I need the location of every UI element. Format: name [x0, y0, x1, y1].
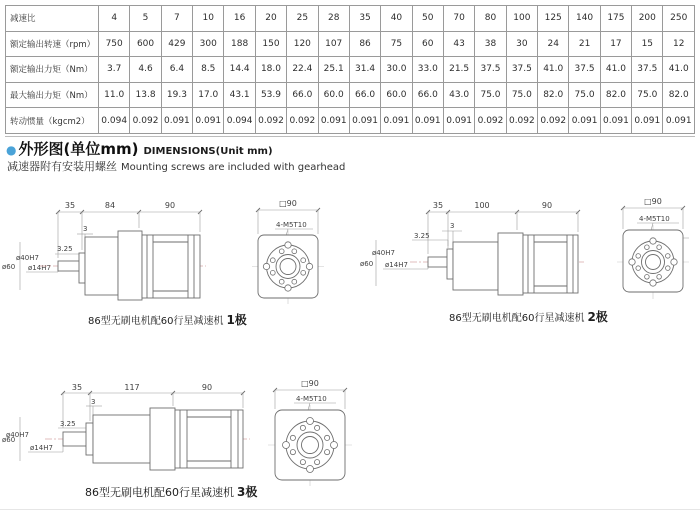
screws-label: 4-M5T10	[276, 221, 307, 229]
value-cell: 0.091	[318, 108, 349, 134]
dia-label: ø40H7	[16, 254, 39, 262]
dim-label: 3.25	[57, 245, 73, 253]
value-cell: 100	[506, 6, 537, 32]
dim-label: 117	[124, 383, 140, 392]
value-cell: 3.7	[99, 57, 130, 83]
value-cell: 22.4	[287, 57, 318, 83]
value-cell: 750	[99, 31, 130, 57]
dia-label: ø60	[360, 260, 374, 268]
value-cell: 17.0	[193, 82, 224, 108]
value-cell: 60.0	[381, 82, 412, 108]
value-cell: 37.5	[632, 57, 663, 83]
caption-stage: 1极	[226, 313, 247, 327]
value-cell: 8.5	[193, 57, 224, 83]
value-cell: 30.0	[381, 57, 412, 83]
flange-face	[617, 225, 689, 299]
row-label: 额定输出转速（rpm）	[6, 31, 99, 57]
flange-face	[268, 405, 352, 486]
row-label: 最大输出力矩（Nm）	[6, 82, 99, 108]
value-cell: 19.3	[161, 82, 192, 108]
value-cell: 0.091	[569, 108, 600, 134]
value-cell: 0.091	[349, 108, 380, 134]
value-cell: 429	[161, 31, 192, 57]
value-cell: 4	[99, 6, 130, 32]
value-cell: 21.5	[443, 57, 474, 83]
section-note-en: Mounting screws are included with gearhead	[121, 162, 346, 173]
value-cell: 28	[318, 6, 349, 32]
value-cell: 75.0	[475, 82, 506, 108]
dia-label: ø60	[2, 436, 16, 444]
value-cell: 125	[538, 6, 569, 32]
value-cell: 30	[506, 31, 537, 57]
value-cell: 0.094	[99, 108, 130, 134]
caption-stage: 3极	[237, 485, 258, 499]
front-view-3-drawing	[268, 376, 393, 508]
value-cell: 75.0	[569, 82, 600, 108]
value-cell: 60	[412, 31, 443, 57]
dim-label: 90	[164, 201, 176, 210]
value-cell: 0.091	[600, 108, 631, 134]
value-cell: 75.0	[506, 82, 537, 108]
dim-label: 35	[432, 201, 444, 210]
value-cell: 20	[255, 6, 286, 32]
section-note	[7, 158, 345, 174]
value-cell: 0.092	[255, 108, 286, 134]
value-cell: 107	[318, 31, 349, 57]
value-cell: 0.091	[443, 108, 474, 134]
value-cell: 21	[569, 31, 600, 57]
dia-label: ø40H7	[6, 431, 29, 439]
dim-label: 3.25	[414, 232, 430, 240]
value-cell: 175	[600, 6, 631, 32]
value-cell: 0.092	[475, 108, 506, 134]
value-cell: 0.091	[663, 108, 695, 134]
spec-table-section	[5, 5, 695, 134]
value-cell: 11.0	[99, 82, 130, 108]
caption-1	[88, 311, 247, 328]
value-cell: 82.0	[538, 82, 569, 108]
value-cell: 31.4	[349, 57, 380, 83]
dim-label: 3	[450, 222, 455, 230]
dim-label: 3	[91, 398, 96, 406]
dia-label: ø14H7	[385, 261, 408, 269]
value-cell: 24	[538, 31, 569, 57]
value-cell: 50	[412, 6, 443, 32]
dia-label: ø14H7	[30, 444, 53, 452]
spec-table	[5, 5, 695, 134]
spec-table-body	[6, 6, 695, 134]
screws-label: 4-M5T10	[639, 215, 670, 223]
front-view-2-drawing	[603, 192, 700, 314]
value-cell: 0.092	[130, 108, 161, 134]
spec-row	[6, 57, 695, 83]
value-cell: 300	[193, 31, 224, 57]
value-cell: 0.094	[224, 108, 255, 134]
value-cell: 0.091	[632, 108, 663, 134]
section-title-en: DIMENSIONS(Unit mm)	[143, 146, 273, 157]
dim-label: □90	[644, 197, 662, 206]
value-cell: 53.9	[255, 82, 286, 108]
value-cell: 140	[569, 6, 600, 32]
value-cell: 25.1	[318, 57, 349, 83]
value-cell: 0.091	[161, 108, 192, 134]
value-cell: 0.091	[193, 108, 224, 134]
value-cell: 41.0	[538, 57, 569, 83]
dim-label: 90	[541, 201, 553, 210]
value-cell: 70	[443, 6, 474, 32]
value-cell: 4.6	[130, 57, 161, 83]
gearmotor-outline	[58, 231, 200, 300]
dim-label: 35	[71, 383, 83, 392]
value-cell: 35	[349, 6, 380, 32]
value-cell: 75	[381, 31, 412, 57]
value-cell: 18.0	[255, 57, 286, 83]
value-cell: 600	[130, 31, 161, 57]
dia-label: ø14H7	[28, 264, 51, 272]
dia-label: ø60	[2, 263, 16, 271]
value-cell: 43.1	[224, 82, 255, 108]
value-cell: 82.0	[600, 82, 631, 108]
flange-face	[252, 230, 324, 304]
side-view-1-drawing	[0, 192, 240, 312]
value-cell: 37.5	[475, 57, 506, 83]
value-cell: 5	[130, 6, 161, 32]
value-cell: 43.0	[443, 82, 474, 108]
value-cell: 150	[255, 31, 286, 57]
dim-label: 3	[83, 225, 88, 233]
value-cell: 33.0	[412, 57, 443, 83]
value-cell: 66.0	[287, 82, 318, 108]
section-title-cn: 外形图(单位mm)	[18, 140, 139, 158]
value-cell: 12	[663, 31, 695, 57]
value-cell: 188	[224, 31, 255, 57]
caption-text: 86型无刷电机配60行星减速机	[85, 486, 234, 499]
value-cell: 86	[349, 31, 380, 57]
side-view-2-drawing	[352, 192, 600, 312]
dim-label: □90	[301, 379, 319, 388]
value-cell: 250	[663, 6, 695, 32]
dim-label: 90	[201, 383, 213, 392]
value-cell: 0.092	[287, 108, 318, 134]
dim-label: 100	[474, 201, 490, 210]
value-cell: 75.0	[632, 82, 663, 108]
value-cell: 82.0	[663, 82, 695, 108]
value-cell: 38	[475, 31, 506, 57]
spec-row	[6, 82, 695, 108]
dim-label: 84	[104, 201, 116, 210]
value-cell: 37.5	[506, 57, 537, 83]
row-label: 转动惯量（kgcm2）	[6, 108, 99, 134]
caption-3	[85, 483, 257, 500]
value-cell: 80	[475, 6, 506, 32]
value-cell: 200	[632, 6, 663, 32]
section-heading	[6, 138, 273, 159]
spec-row	[6, 108, 695, 134]
spec-row	[6, 31, 695, 57]
bullet-icon: ●	[6, 143, 17, 157]
dim-label: □90	[279, 199, 297, 208]
value-cell: 66.0	[349, 82, 380, 108]
value-cell: 66.0	[412, 82, 443, 108]
section-note-cn: 减速器附有安装用螺丝	[7, 160, 117, 173]
row-label: 额定输出力矩（Nm）	[6, 57, 99, 83]
value-cell: 41.0	[600, 57, 631, 83]
caption-text: 86型无刷电机配60行星减速机	[449, 313, 585, 324]
spec-row	[6, 6, 695, 32]
value-cell: 0.092	[506, 108, 537, 134]
table-bottom-rule	[5, 136, 695, 137]
value-cell: 37.5	[569, 57, 600, 83]
dim-label: 35	[64, 201, 76, 210]
value-cell: 10	[193, 6, 224, 32]
value-cell: 43	[443, 31, 474, 57]
value-cell: 60.0	[318, 82, 349, 108]
caption-text: 86型无刷电机配60行星减速机	[88, 316, 224, 327]
row-label: 减速比	[6, 6, 99, 32]
value-cell: 0.091	[412, 108, 443, 134]
value-cell: 7	[161, 6, 192, 32]
value-cell: 14.4	[224, 57, 255, 83]
value-cell: 0.091	[381, 108, 412, 134]
caption-2	[449, 308, 608, 325]
value-cell: 41.0	[663, 57, 695, 83]
value-cell: 40	[381, 6, 412, 32]
value-cell: 15	[632, 31, 663, 57]
value-cell: 16	[224, 6, 255, 32]
screws-label: 4-M5T10	[296, 395, 327, 403]
value-cell: 25	[287, 6, 318, 32]
value-cell: 17	[600, 31, 631, 57]
dia-label: ø40H7	[372, 249, 395, 257]
dim-label: 3.25	[60, 420, 76, 428]
value-cell: 13.8	[130, 82, 161, 108]
value-cell: 120	[287, 31, 318, 57]
caption-stage: 2极	[587, 310, 608, 324]
value-cell: 6.4	[161, 57, 192, 83]
value-cell: 0.092	[538, 108, 569, 134]
gearmotor-outline	[428, 233, 578, 295]
